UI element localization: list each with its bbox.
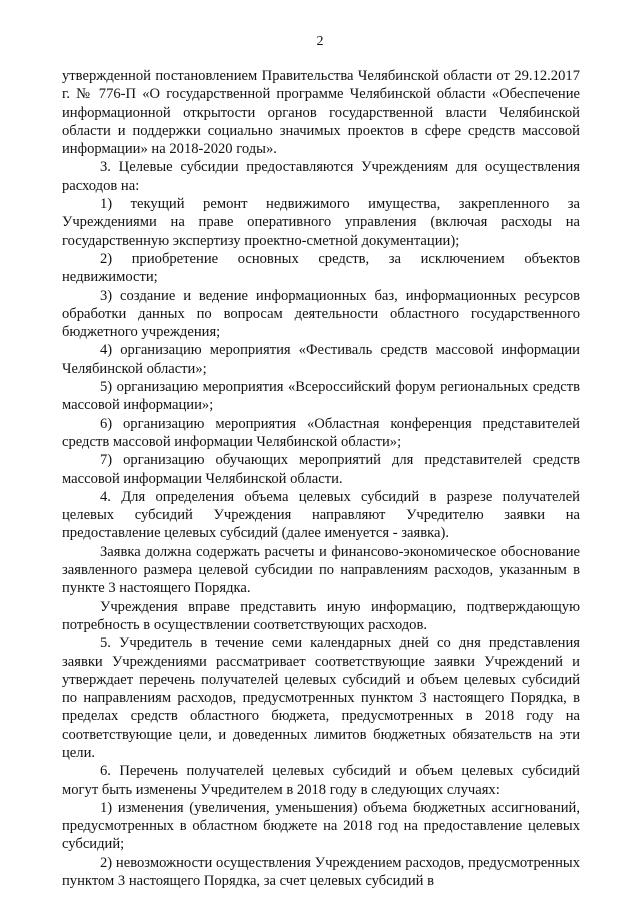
paragraph-item-3-4: 4) организацию мероприятия «Фестиваль средств массовой информации Челябинской области»; (62, 342, 580, 377)
paragraph-item-5: 5. Учредитель в течение семи календарных дней со дня представления заявки Учреждениями рассматривает соответствующие заявки Учреждений и утверждает перечень получателей целевых субсидий и объем целевых субсидий по направлениям расходов, предусмотренных пунктом 3 настоящего Порядка, в пределах средств областного бюджета, предусмотренных в 2018 году на соответствующие цели, и доведенных лимитов бюджетных обязательств на эти цели. (62, 635, 580, 761)
paragraph-item-3-6: 6) организацию мероприятия «Областная конференция представителей средств массовой информации Челябинской области»; (62, 415, 580, 450)
paragraph-additional-info: Учреждения вправе представить иную информацию, подтверждающую потребность в осуществлении соответствующих расходов. (62, 598, 580, 633)
paragraph-item-3-2: 2) приобретение основных средств, за исключением объектов недвижимости; (62, 250, 580, 286)
paragraph-item-3-5: 5) организацию мероприятия «Всероссийский форум региональных средств массовой информации»; (62, 379, 580, 414)
paragraph-item-3-1: 1) текущий ремонт недвижимого имущества, закрепленного за Учреждениями на праве оперативного управления (включая расходы на государственную экспертизу проектно-сметной документации); (62, 196, 580, 249)
page-number: 2 (316, 34, 324, 49)
paragraph-item-3-3: 3) создание и ведение информационных баз, информационных ресурсов обработки данных по вопросам деятельности областного государственного бюджетного учреждения; (62, 287, 580, 341)
paragraph-item-3: 3. Целевые субсидии предоставляются Учреждениям для осуществления расходов на: (62, 159, 580, 194)
paragraph-item-3-7: 7) организацию обучающих мероприятий для представителей средств массовой информации Челябинской области. (62, 452, 580, 487)
paragraph-application-content: Заявка должна содержать расчеты и финансово-экономическое обоснование заявленного размера целевой субсидии по направлениям расходов, указанным в пункте 3 настоящего Порядка. (62, 543, 580, 597)
document-body (62, 67, 580, 890)
paragraph-program-reference: утвержденной постановлением Правительства Челябинской области от 29.12.2017 г. № 776-П «О государственной программе Челябинской области «Обеспечение информационной открытости органов государственной власти Челябинской области и поддержки социально значимых проектов в сфере средств массовой информации» на 2018-2020 годы». (62, 68, 580, 158)
paragraph-item-4: 4. Для определения объема целевых субсидий в разрезе получателей целевых субсидий Учреждения направляют Учредителю заявки на предоставление целевых субсидий (далее именуется - заявка). (62, 488, 580, 542)
paragraph-item-6-1: 1) изменения (увеличения, уменьшения) объема бюджетных ассигнований, предусмотренных в областном бюджете на 2018 год на предоставление целевых субсидий; (62, 799, 580, 853)
paragraph-item-6-2: 2) невозможности осуществления Учреждением расходов, предусмотренных пунктом 3 настоящего Порядка, за счет целевых субсидий в (62, 854, 580, 890)
paragraph-item-6: 6. Перечень получателей целевых субсидий и объем целевых субсидий могут быть изменены Учредителем в 2018 году в следующих случаях: (62, 763, 580, 798)
